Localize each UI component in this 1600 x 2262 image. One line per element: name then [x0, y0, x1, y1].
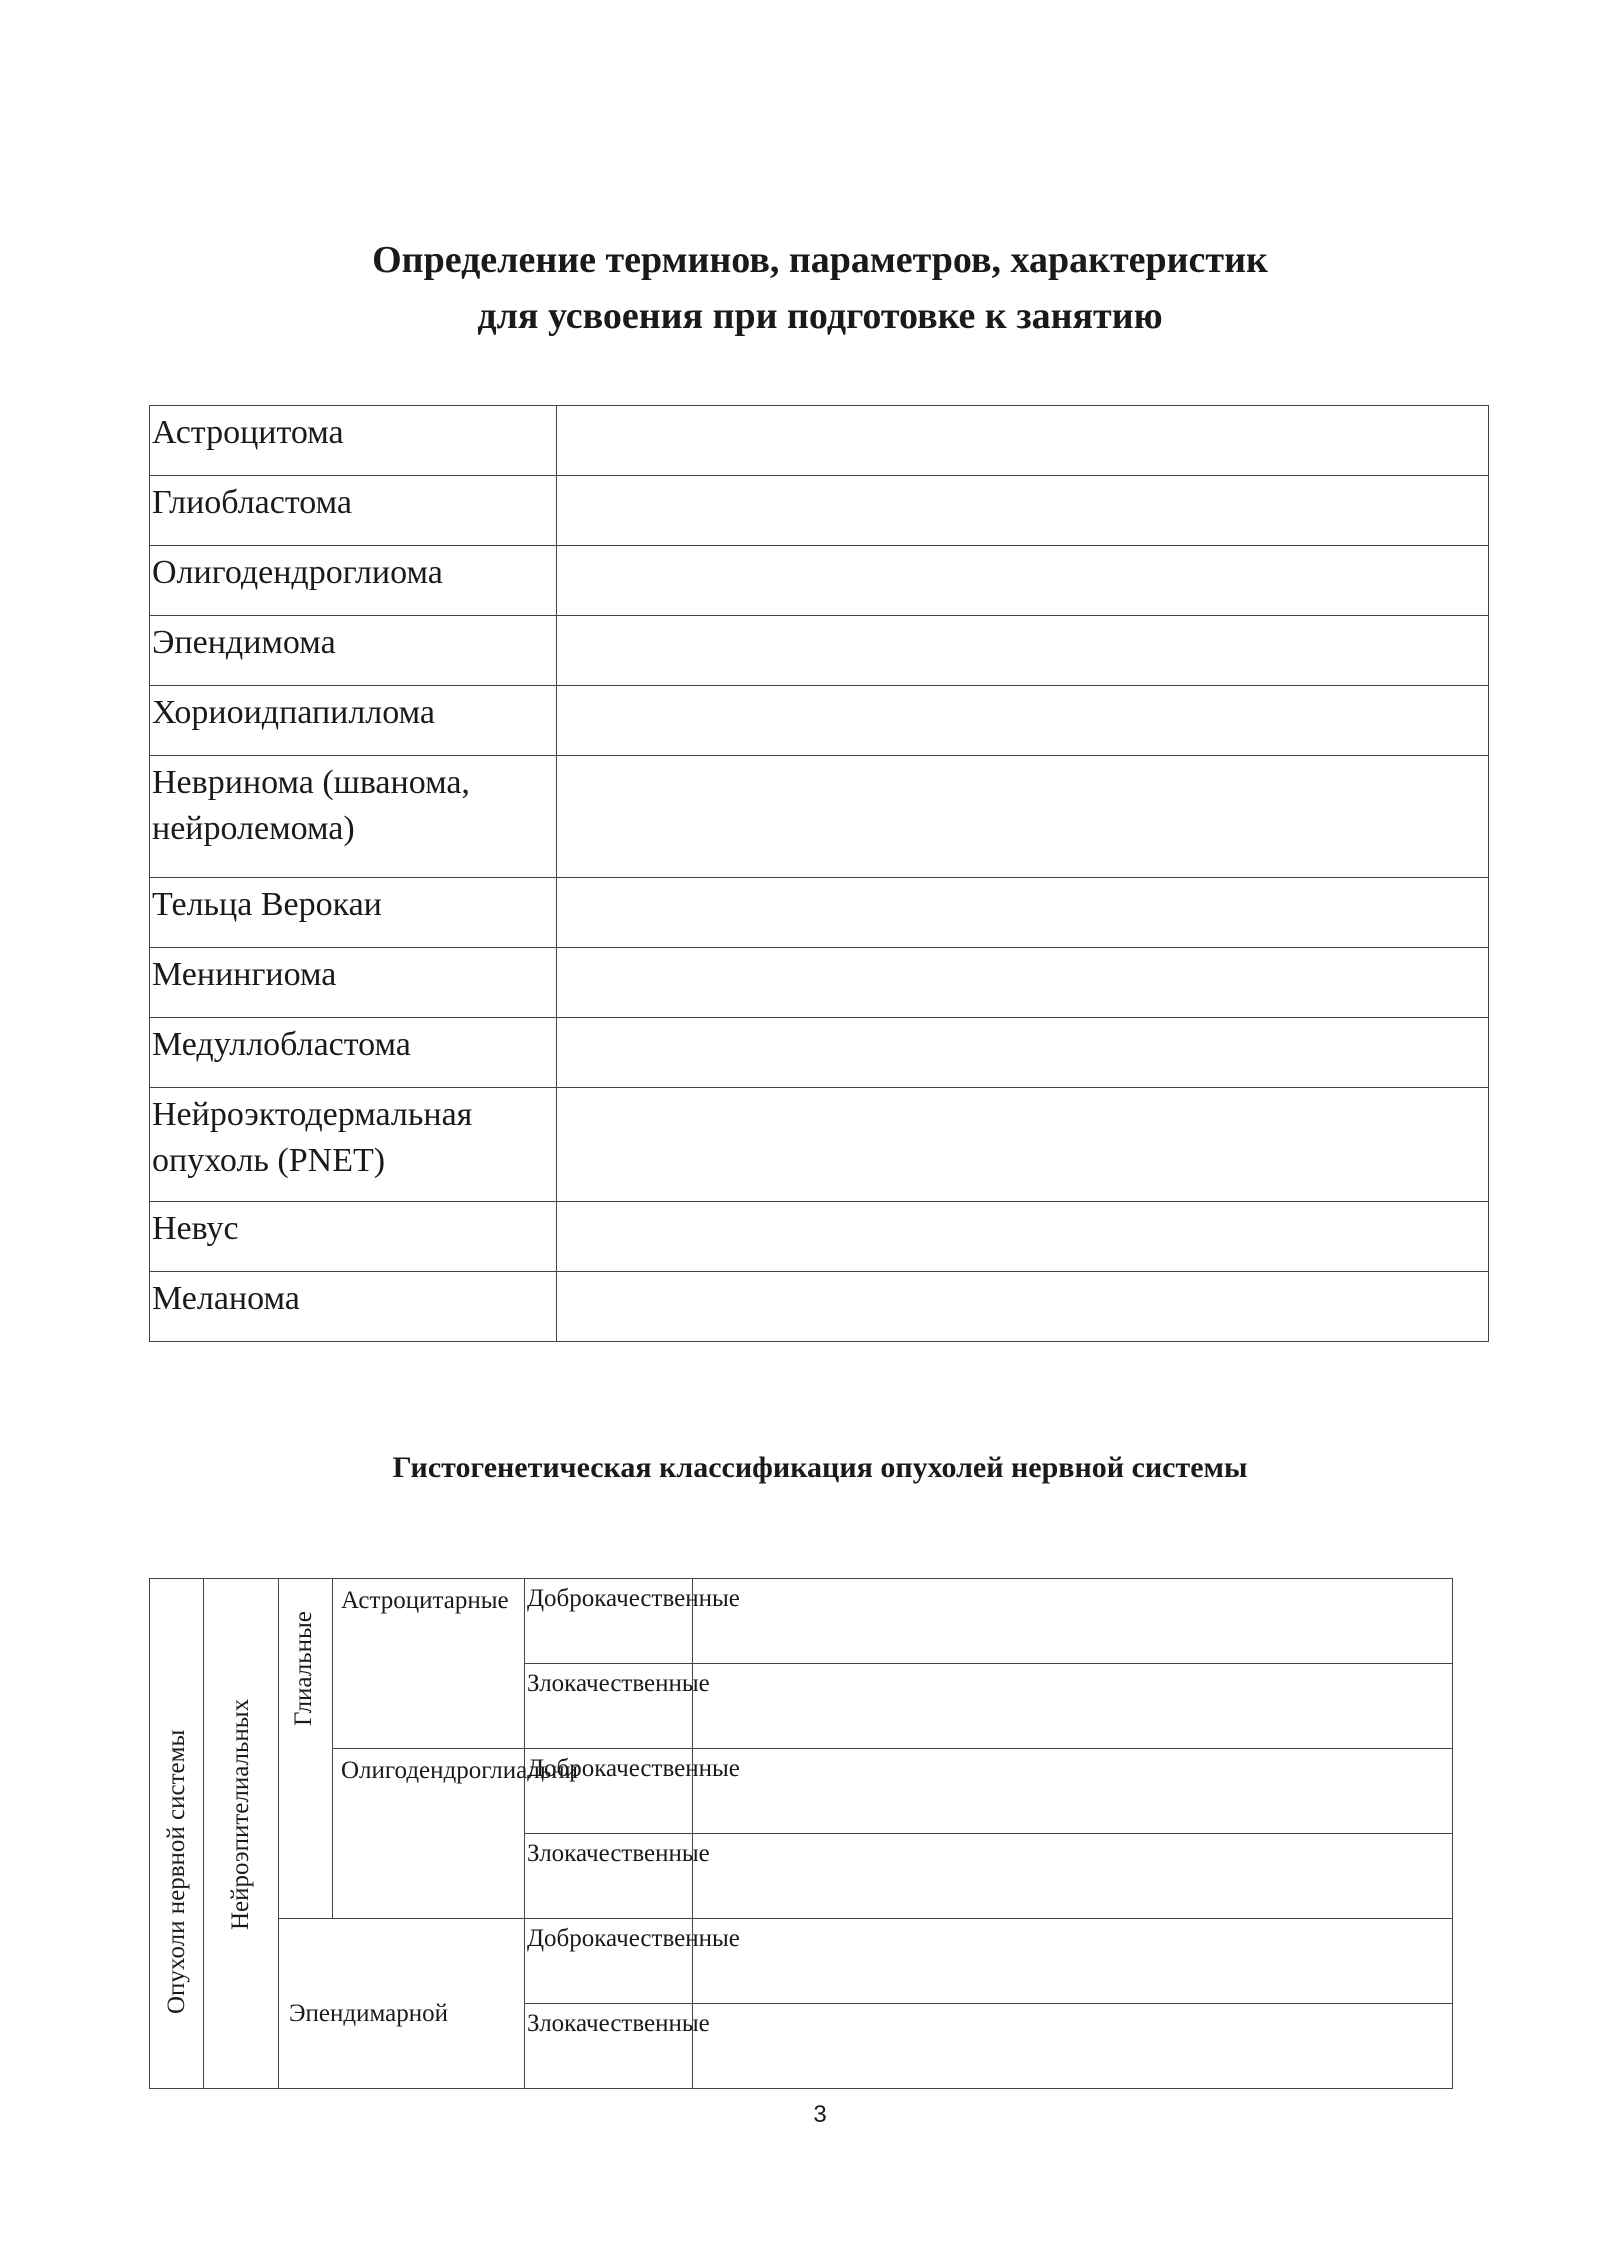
level2-cell	[204, 1579, 279, 2089]
table-row	[150, 1579, 1453, 1664]
benign-label: Доброкачественные	[525, 1749, 693, 1834]
answer-cell[interactable]	[693, 1919, 1453, 2004]
table-row	[150, 1749, 1453, 1834]
level2-label: Нейроэпителиальных	[227, 1698, 254, 1930]
term-cell: Невринома (шванома, нейролемома)	[150, 756, 557, 878]
terms-table	[149, 405, 1489, 1342]
level1-cell	[150, 1579, 204, 2089]
group-oligo-cell: Олигодендроглиальни	[333, 1749, 525, 1919]
page-title	[0, 232, 1600, 344]
definition-cell[interactable]	[557, 406, 1489, 476]
term-cell: Меланома	[150, 1272, 557, 1342]
definition-cell[interactable]	[557, 756, 1489, 878]
term-cell: Хориоидпапиллома	[150, 686, 557, 756]
term-cell: Медуллобластома	[150, 1018, 557, 1088]
malignant-label: Злокачественные	[525, 1834, 693, 1919]
answer-cell[interactable]	[693, 1664, 1453, 1749]
definition-cell[interactable]	[557, 878, 1489, 948]
page-title-line-1: Определение терминов, параметров, характеристик	[372, 239, 1268, 281]
classification-table	[149, 1578, 1453, 2089]
table-row	[150, 616, 1489, 686]
answer-cell[interactable]	[693, 1749, 1453, 1834]
level1-label: Опухоли нервной системы	[162, 1729, 190, 2014]
table-row	[150, 1018, 1489, 1088]
definition-cell[interactable]	[557, 1088, 1489, 1202]
answer-cell[interactable]	[693, 1834, 1453, 1919]
definition-cell[interactable]	[557, 1272, 1489, 1342]
definition-cell[interactable]	[557, 686, 1489, 756]
term-cell: Тельца Верокаи	[150, 878, 557, 948]
term-cell: Менингиома	[150, 948, 557, 1018]
table-row	[150, 546, 1489, 616]
definition-cell[interactable]	[557, 546, 1489, 616]
table-row	[150, 1919, 1453, 2004]
level3-cell	[279, 1579, 333, 1919]
level3-label: Глиальные	[289, 1611, 317, 1726]
benign-label: Доброкачественные	[525, 1919, 693, 2004]
definition-cell[interactable]	[557, 1202, 1489, 1272]
term-cell: Невус	[150, 1202, 557, 1272]
term-cell: Астроцитома	[150, 406, 557, 476]
table-row	[150, 476, 1489, 546]
term-cell: Глиобластома	[150, 476, 557, 546]
malignant-label: Злокачественные	[525, 2004, 693, 2089]
table-row	[150, 948, 1489, 1018]
definition-cell[interactable]	[557, 1018, 1489, 1088]
table-row	[150, 686, 1489, 756]
group-astro-cell: Астроцитарные	[333, 1579, 525, 1749]
page-number: 3	[813, 2101, 827, 2128]
answer-cell[interactable]	[693, 2004, 1453, 2089]
table-row	[150, 1272, 1489, 1342]
term-cell: Нейроэктодермальная опухоль (PNET)	[150, 1088, 557, 1202]
definition-cell[interactable]	[557, 476, 1489, 546]
malignant-label: Злокачественные	[525, 1664, 693, 1749]
answer-cell[interactable]	[693, 1579, 1453, 1664]
table-row	[150, 1202, 1489, 1272]
table-row	[150, 406, 1489, 476]
table-row	[150, 1088, 1489, 1202]
definition-cell[interactable]	[557, 616, 1489, 686]
classification-title: Гистогенетическая классификация опухолей нервной системы	[392, 1451, 1248, 1484]
group-ependymal-cell: Эпендимарной	[279, 1919, 525, 2089]
page-title-line-2: для усвоения при подготовке к занятию	[477, 295, 1163, 337]
definition-cell[interactable]	[557, 948, 1489, 1018]
term-cell: Олигодендроглиома	[150, 546, 557, 616]
table-row	[150, 756, 1489, 878]
term-cell: Эпендимома	[150, 616, 557, 686]
table-row	[150, 878, 1489, 948]
benign-label: Доброкачественные	[525, 1579, 693, 1664]
